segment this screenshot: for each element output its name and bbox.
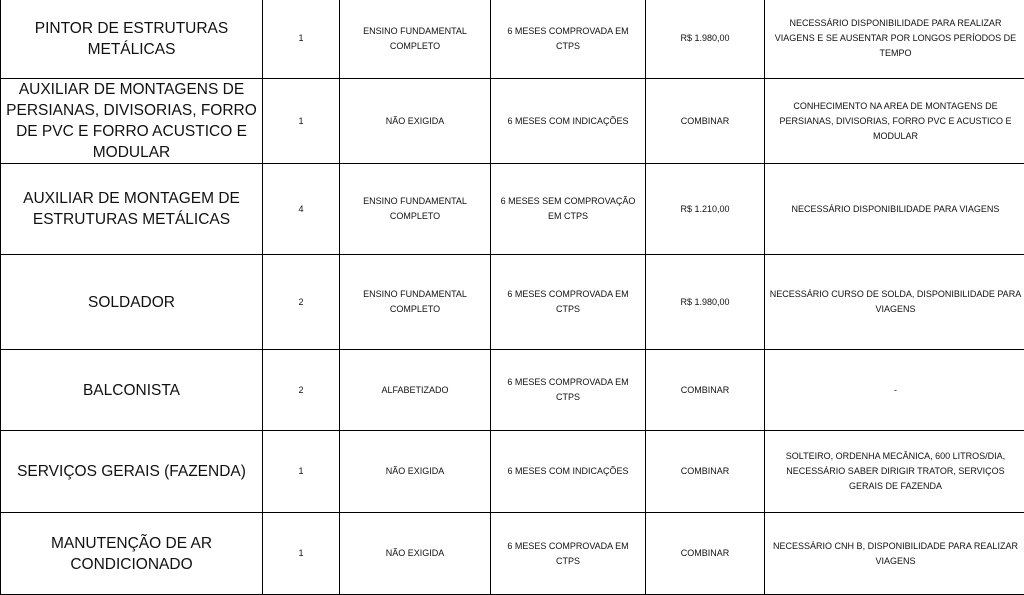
education: NÃO EXIGIDA bbox=[340, 79, 491, 164]
requirements: CONHECIMENTO NA AREA DE MONTAGENS DE PERSIANAS, DIVISORIAS, FORRO PVC E ACUSTICO E MODULAR bbox=[765, 79, 1024, 164]
education: ENSINO FUNDAMENTAL COMPLETO bbox=[340, 164, 491, 255]
salary: COMBINAR bbox=[646, 431, 765, 513]
salary: R$ 1.980,00 bbox=[646, 255, 765, 350]
job-title: BALCONISTA bbox=[1, 350, 263, 431]
job-title: MANUTENÇÃO DE AR CONDICIONADO bbox=[1, 513, 263, 595]
vacancies: 1 bbox=[263, 431, 340, 513]
education: ALFABETIZADO bbox=[340, 350, 491, 431]
table-row bbox=[1, 350, 1024, 431]
salary: R$ 1.980,00 bbox=[646, 0, 765, 79]
job-title: AUXILIAR DE MONTAGEM DE ESTRUTURAS METÁLICAS bbox=[1, 164, 263, 255]
salary: COMBINAR bbox=[646, 79, 765, 164]
experience: 6 MESES COMPROVADA EM CTPS bbox=[491, 0, 646, 79]
education: NÃO EXIGIDA bbox=[340, 431, 491, 513]
vacancies: 2 bbox=[263, 350, 340, 431]
education: NÃO EXIGIDA bbox=[340, 513, 491, 595]
table-row bbox=[1, 513, 1024, 595]
job-title: SERVIÇOS GERAIS (FAZENDA) bbox=[1, 431, 263, 513]
requirements: NECESSÁRIO DISPONIBILIDADE PARA VIAGENS bbox=[765, 164, 1024, 255]
requirements: - bbox=[765, 350, 1024, 431]
job-title: SOLDADOR bbox=[1, 255, 263, 350]
experience: 6 MESES COM INDICAÇÕES bbox=[491, 79, 646, 164]
table-row bbox=[1, 431, 1024, 513]
table-row bbox=[1, 255, 1024, 350]
salary: R$ 1.210,00 bbox=[646, 164, 765, 255]
job-title: PINTOR DE ESTRUTURAS METÁLICAS bbox=[1, 0, 263, 79]
experience: 6 MESES COM INDICAÇÕES bbox=[491, 431, 646, 513]
experience: 6 MESES COMPROVADA EM CTPS bbox=[491, 350, 646, 431]
experience: 6 MESES SEM COMPROVAÇÃO EM CTPS bbox=[491, 164, 646, 255]
salary: COMBINAR bbox=[646, 350, 765, 431]
experience: 6 MESES COMPROVADA EM CTPS bbox=[491, 255, 646, 350]
experience: 6 MESES COMPROVADA EM CTPS bbox=[491, 513, 646, 595]
vacancies: 1 bbox=[263, 0, 340, 79]
requirements: NECESSÁRIO DISPONIBILIDADE PARA REALIZAR VIAGENS E SE AUSENTAR POR LONGOS PERÍODOS DE TEMPO bbox=[765, 0, 1024, 79]
requirements: NECESSÁRIO CURSO DE SOLDA, DISPONIBILIDADE PARA VIAGENS bbox=[765, 255, 1024, 350]
table-row bbox=[1, 164, 1024, 255]
salary: COMBINAR bbox=[646, 513, 765, 595]
education: ENSINO FUNDAMENTAL COMPLETO bbox=[340, 255, 491, 350]
vacancies: 1 bbox=[263, 79, 340, 164]
vacancies: 4 bbox=[263, 164, 340, 255]
requirements: SOLTEIRO, ORDENHA MECÂNICA, 600 LITROS/DIA, NECESSÁRIO SABER DIRIGIR TRATOR, SERVIÇOS GERAIS DE FAZENDA bbox=[765, 431, 1024, 513]
table-row bbox=[1, 79, 1024, 164]
education: ENSINO FUNDAMENTAL COMPLETO bbox=[340, 0, 491, 79]
requirements: NECESSÁRIO CNH B, DISPONIBILIDADE PARA REALIZAR VIAGENS bbox=[765, 513, 1024, 595]
table-row bbox=[1, 0, 1024, 79]
vacancies: 1 bbox=[263, 513, 340, 595]
job-title: AUXILIAR DE MONTAGENS DE PERSIANAS, DIVISORIAS, FORRO DE PVC E FORRO ACUSTICO E MODULAR bbox=[1, 79, 263, 164]
vacancies: 2 bbox=[263, 255, 340, 350]
